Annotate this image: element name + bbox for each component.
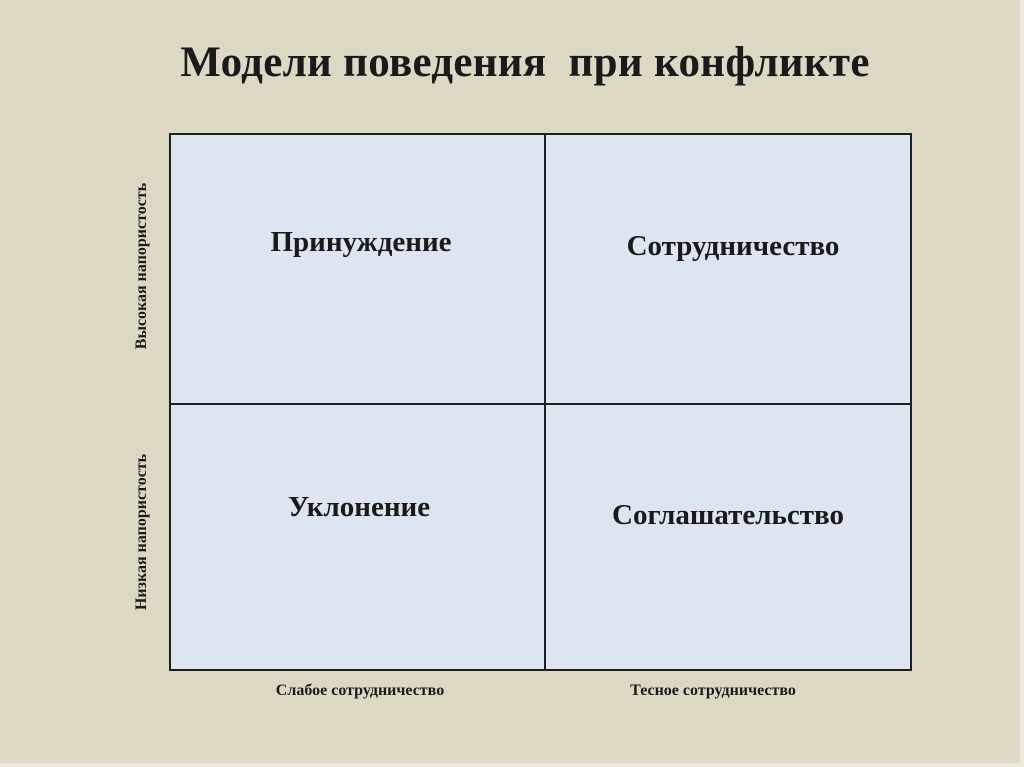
axis-label-high-assertiveness: Высокая напористость [133,182,150,350]
quadrant-grid [169,133,912,671]
axis-label-close-cooperation: Тесное сотрудничество [630,682,796,699]
slide-title: Модели поведения при конфликте [180,39,870,86]
grid-vertical-divider [544,135,546,669]
quadrant-label-collaboration: Сотрудничество [626,230,840,262]
quadrant-label-forcing: Принуждение [270,226,452,258]
grid-horizontal-divider [171,403,910,405]
quadrant-label-accommodation: Соглашательство [612,499,844,531]
quadrant-label-avoidance: Уклонение [287,491,431,523]
axis-label-low-assertiveness: Низкая напористость [133,453,150,611]
axis-label-weak-cooperation: Слабое сотрудничество [275,682,445,699]
